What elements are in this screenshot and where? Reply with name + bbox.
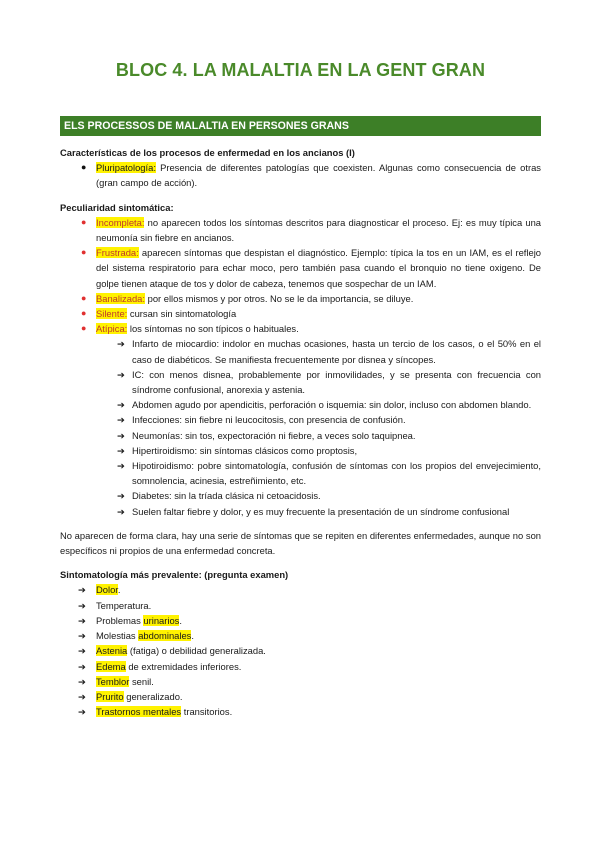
term-label: Frustrada: bbox=[96, 247, 139, 259]
item-text: . bbox=[179, 614, 182, 626]
bullet-icon: ● bbox=[81, 292, 87, 303]
term-text: no aparecen todos los síntomas descritos para diagnosticar el proceso. Ej: es muy típica una neumonía sin fiebre en ancianos. bbox=[96, 216, 541, 244]
sub-list-item bbox=[60, 488, 541, 503]
bullet-icon: ● bbox=[81, 247, 87, 258]
list-item bbox=[60, 704, 541, 719]
sub-item-text: Neumonías: sin tos, expectoración ni fiebre, a veces solo taquipnea. bbox=[132, 429, 416, 441]
arrow-icon: ➔ bbox=[78, 645, 86, 657]
highlighted-term: Temblor bbox=[96, 675, 130, 687]
sub-list-item bbox=[60, 458, 541, 488]
arrow-icon: ➔ bbox=[78, 599, 86, 611]
sub-item-text: Abdomen agudo por apendicitis, perforación o isquemia: sin dolor, incluso con abdomen blando. bbox=[132, 399, 532, 411]
highlighted-term: Trastornos mentales bbox=[96, 706, 182, 718]
list-item bbox=[60, 643, 541, 658]
term-label: Pluripatología: bbox=[96, 162, 156, 174]
list-item bbox=[60, 689, 541, 704]
item-text: Temperatura. bbox=[96, 599, 152, 611]
sub-item-text: Hipertiroidismo: sin síntomas clásicos como proptosis, bbox=[132, 444, 358, 456]
prevalent-heading: Sintomatología más prevalente: (pregunta examen) bbox=[60, 569, 289, 581]
list-item bbox=[60, 582, 541, 597]
sub-list-item bbox=[60, 428, 541, 443]
sub-list-item bbox=[60, 367, 541, 397]
prevalent-symptom-list bbox=[60, 582, 541, 719]
arrow-icon: ➔ bbox=[78, 614, 86, 626]
list-item bbox=[60, 598, 541, 613]
term-text: por ellos mismos y por otros. No se le da importancia, se diluye. bbox=[145, 292, 414, 304]
sub-item-text: Infecciones: sin fiebre ni leucocitosis, con presencia de confusión. bbox=[132, 414, 406, 426]
list-item bbox=[60, 245, 541, 291]
arrow-icon: ➔ bbox=[117, 444, 125, 456]
term-text: cursan sin sintomatología bbox=[127, 308, 237, 320]
arrow-icon: ➔ bbox=[117, 338, 125, 350]
sub-list-item bbox=[60, 443, 541, 458]
highlighted-term: abdominales bbox=[138, 630, 192, 642]
sub-list-item bbox=[60, 336, 541, 366]
summary-paragraph: No aparecen de forma clara, hay una serie de síntomas que se repiten en diferentes enfermedades, aunque no son específicos ni propios de una enfermedad concreta. bbox=[60, 529, 541, 557]
list-item bbox=[60, 628, 541, 643]
highlighted-term: Astenia bbox=[96, 645, 128, 657]
item-text: . bbox=[117, 584, 121, 596]
term-text: Presencia de diferentes patologías que coexisten. Algunas como consecuencia de otras (gran campo de acción). bbox=[96, 162, 541, 189]
item-text: transitorios. bbox=[181, 706, 233, 718]
arrow-icon: ➔ bbox=[78, 675, 86, 687]
characteristics-heading: Características de los procesos de enfermedad en los ancianos (I) bbox=[60, 147, 355, 158]
sub-item-text: Hipotiroidismo: pobre sintomatología, confusión de síntomas con los propios del envejecimiento, somnolencia, acinesia, estreñimiento, etc. bbox=[132, 460, 541, 487]
item-text: Molestias bbox=[96, 630, 139, 642]
list-item bbox=[60, 321, 541, 336]
list-item bbox=[60, 215, 541, 245]
symptom-peculiarity-list bbox=[60, 215, 541, 519]
term-label: Banalizada: bbox=[96, 292, 145, 304]
list-item bbox=[60, 291, 541, 306]
term-label: Incompleta: bbox=[96, 216, 145, 228]
sub-item-text: Diabetes: sin la tríada clásica ni cetoacidosis. bbox=[132, 490, 321, 502]
sub-item-text: IC: con menos disnea, probablemente por inmovilidades, y se presenta con frecuencia con síndrome confusional, anorexia y astenia. bbox=[132, 368, 541, 396]
item-text: . bbox=[191, 630, 194, 642]
document-content bbox=[60, 145, 541, 719]
sub-list-item bbox=[60, 412, 541, 427]
bullet-icon: ● bbox=[81, 216, 87, 227]
sub-item-text: Suelen faltar fiebre y dolor, y es muy frecuente la presentación de un síndrome confusional bbox=[132, 505, 510, 517]
bullet-icon: ● bbox=[81, 323, 87, 334]
highlighted-term: urinarios bbox=[143, 614, 180, 626]
arrow-icon: ➔ bbox=[117, 368, 125, 380]
term-label: Atípica: bbox=[96, 323, 128, 335]
arrow-icon: ➔ bbox=[78, 706, 86, 718]
highlighted-term: Edema bbox=[96, 660, 126, 672]
term-text: los síntomas no son típicos o habituales. bbox=[127, 323, 299, 335]
term-label: Silente: bbox=[96, 308, 128, 320]
section-banner: ELS PROCESSOS DE MALALTIA EN PERSONES GRANS bbox=[60, 116, 541, 136]
item-text: Problemas bbox=[96, 614, 144, 626]
arrow-icon: ➔ bbox=[117, 505, 125, 517]
arrow-icon: ➔ bbox=[78, 690, 86, 702]
list-item bbox=[60, 613, 541, 628]
highlighted-term: Dolor bbox=[96, 584, 118, 596]
list-item bbox=[60, 160, 541, 190]
bullet-icon: ● bbox=[81, 308, 87, 319]
arrow-icon: ➔ bbox=[117, 460, 125, 472]
item-text: generalizado. bbox=[123, 690, 183, 702]
item-text: senil. bbox=[129, 675, 154, 687]
document-title: BLOC 4. LA MALALTIA EN LA GENT GRAN bbox=[115, 60, 486, 80]
arrow-icon: ➔ bbox=[78, 660, 86, 672]
sub-list-item bbox=[60, 504, 541, 519]
arrow-icon: ➔ bbox=[78, 584, 86, 596]
symptoms-heading: Peculiaridad sintomática: bbox=[60, 201, 174, 213]
term-text: aparecen síntomas que despistan el diagnóstico. Ejemplo: típica la tos en un IAM, es el reflejo del sistema respiratorio para echar moco, pero también pasa cuando el bronquio no tiene oxigeno. De golpe tienen ataque de tos y dolor de cabeza, tenemos que sospechar de un IAM. bbox=[96, 247, 541, 289]
item-text: de extremidades inferiores. bbox=[125, 660, 242, 672]
arrow-icon: ➔ bbox=[78, 630, 86, 642]
sub-item-text: Infarto de miocardio: indolor en muchas ocasiones, hasta un tercio de los casos, o el 50% en el caso de diabéticos. Se manifiesta frecuentemente por disnea y síncopes. bbox=[132, 338, 541, 365]
list-item bbox=[60, 659, 541, 674]
list-item bbox=[60, 674, 541, 689]
sub-list-item bbox=[60, 397, 541, 412]
arrow-icon: ➔ bbox=[117, 490, 125, 502]
arrow-icon: ➔ bbox=[117, 399, 125, 411]
arrow-icon: ➔ bbox=[117, 429, 125, 441]
bullet-icon: ● bbox=[81, 162, 87, 173]
list-item bbox=[60, 306, 541, 321]
item-text: (fatiga) o debilidad generalizada. bbox=[127, 645, 266, 657]
highlighted-term: Prurito bbox=[96, 690, 124, 702]
arrow-icon: ➔ bbox=[117, 414, 125, 426]
